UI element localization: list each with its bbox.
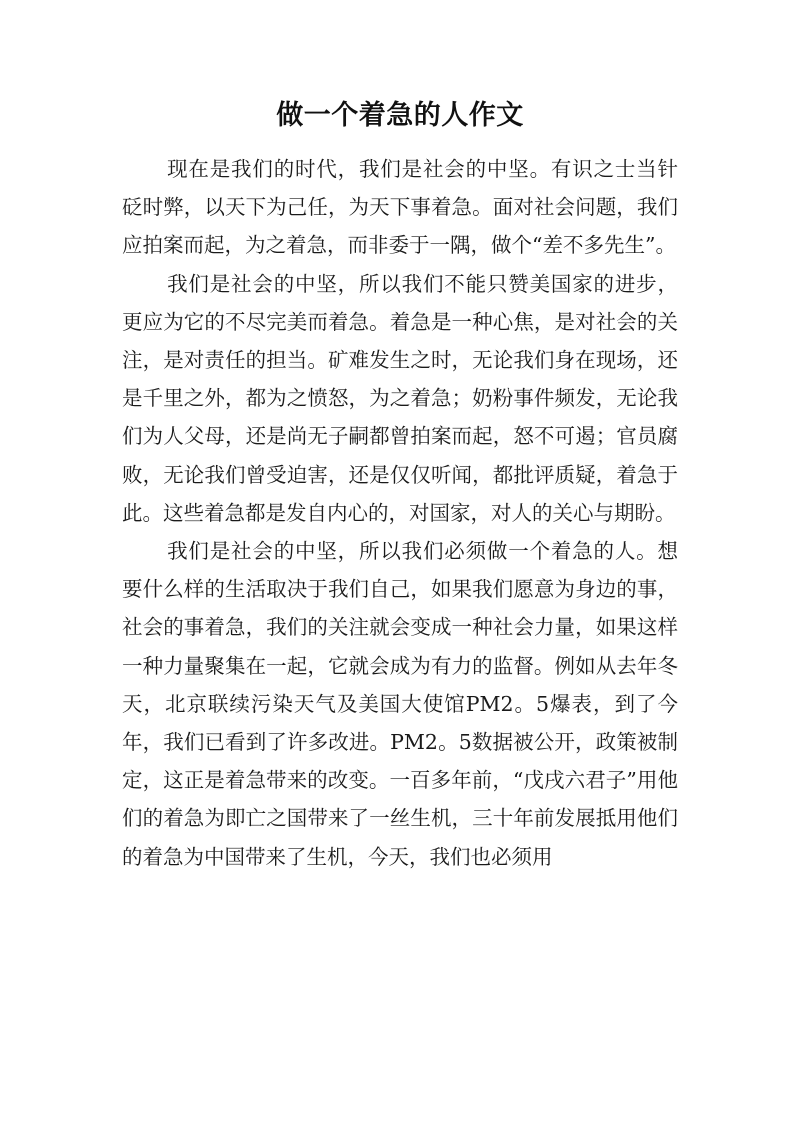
paragraph-2: 我们是社会的中坚，所以我们不能只赞美国家的进步，更应为它的不尽完美而着急。着急是一种心焦，是对社会的关注，是对责任的担当。矿难发生之时，无论我们身在现场，还是千里之外，都为之愤怒，为之着急；奶粉事件频发，无论我们为人父母，还是尚无子嗣都曾拍案而起，怒不可遏；官员腐败，无论我们曾受迫害，还是仅仅听闻，都批评质疑，着急于此。这些着急都是发自内心的，对国家，对人的关心与期盼。: [122, 271, 678, 525]
paragraph-1: 现在是我们的时代，我们是社会的中坚。有识之士当针砭时弊，以天下为己任，为天下事着急。面对社会问题，我们应拍案而起，为之着急，而非委于一隅，做个“差不多先生”。: [122, 157, 678, 258]
document-body: [122, 150, 678, 876]
document-title: 做一个着急的人作文: [276, 100, 524, 131]
paragraph-3: 我们是社会的中坚，所以我们必须做一个着急的人。想要什么样的生活取决于我们自己，如果我们愿意为身边的事，社会的事着急，我们的关注就会变成一种社会力量，如果这样一种力量聚集在一起，它就会成为有力的监督。例如从去年冬天，北京联续污染天气及美国大使馆PM2。5爆表，到了今年，我们已看到了许多改进。PM2。5数据被公开，政策被制定，这正是着急带来的改变。一百多年前，“戊戌六君子”用他们的着急为即亡之国带来了一丝生机，三十年前发展抵用他们的着急为中国带来了生机，今天，我们也必须用: [122, 539, 678, 869]
